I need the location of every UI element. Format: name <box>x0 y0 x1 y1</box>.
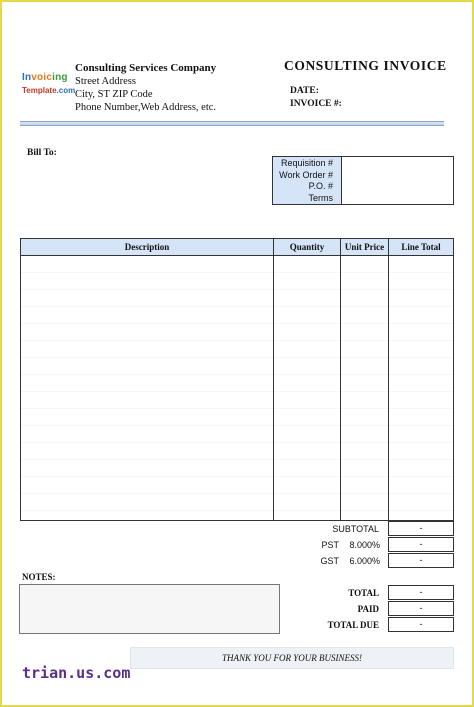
quantity-column[interactable] <box>274 256 341 520</box>
total-due-value: - <box>388 617 454 632</box>
subtotal-label: SUBTOTAL <box>332 524 379 534</box>
unit-price-column[interactable] <box>341 256 389 520</box>
line-total-header: Line Total <box>401 242 441 252</box>
invoice-title: CONSULTING INVOICE <box>284 58 447 73</box>
watermark: trian.us.com <box>22 664 131 682</box>
line-total-column <box>389 256 453 520</box>
total-label: TOTAL <box>348 588 379 598</box>
notes-input[interactable] <box>19 584 280 634</box>
terms-label: Terms <box>308 192 333 203</box>
unit-price-header: Unit Price <box>341 239 389 255</box>
total-due-label: TOTAL DUE <box>327 620 379 630</box>
gst-rate[interactable]: 6.000% <box>349 556 380 566</box>
notes-label: NOTES: <box>22 572 56 582</box>
company-logo <box>22 71 76 97</box>
company-contact[interactable]: Phone Number,Web Address, etc. <box>75 102 217 113</box>
line-items-header <box>21 239 453 256</box>
paid-value[interactable]: - <box>388 601 454 616</box>
reference-values[interactable] <box>342 157 453 204</box>
work-order-label: Work Order # <box>279 169 333 180</box>
invoice-number-label: INVOICE #: <box>290 99 342 109</box>
description-header: Description <box>21 239 274 255</box>
invoice-meta <box>290 85 342 111</box>
pst-value: - <box>388 537 454 552</box>
company-city[interactable]: City, ST ZIP Code <box>75 89 153 100</box>
logo-line-2: Template.com <box>22 86 76 95</box>
reference-labels <box>273 157 342 204</box>
gst-value: - <box>388 553 454 568</box>
paid-label: PAID <box>357 604 379 614</box>
logo-line-1: Invoicing <box>22 72 68 83</box>
date-label: DATE: <box>290 86 319 96</box>
pst-rate[interactable]: 8.000% <box>349 540 380 550</box>
po-label: P.O. # <box>308 181 333 191</box>
company-street[interactable]: Street Address <box>75 76 136 87</box>
company-info <box>75 62 216 114</box>
description-column[interactable] <box>21 256 274 520</box>
thank-you-banner: THANK YOU FOR YOUR BUSINESS! <box>130 647 454 669</box>
company-name[interactable]: Consulting Services Company <box>75 62 217 74</box>
quantity-header: Quantity <box>274 239 341 255</box>
subtotal-value: - <box>388 521 454 536</box>
bill-to-label: Bill To: <box>27 148 57 158</box>
line-items-body <box>21 256 453 520</box>
total-value: - <box>388 585 454 600</box>
pst-label: PST <box>321 540 339 550</box>
line-items-table <box>20 238 454 521</box>
reference-table <box>272 156 454 205</box>
requisition-label: Requisition # <box>280 158 333 168</box>
header-separator <box>20 121 444 126</box>
gst-label: GST <box>320 556 339 566</box>
